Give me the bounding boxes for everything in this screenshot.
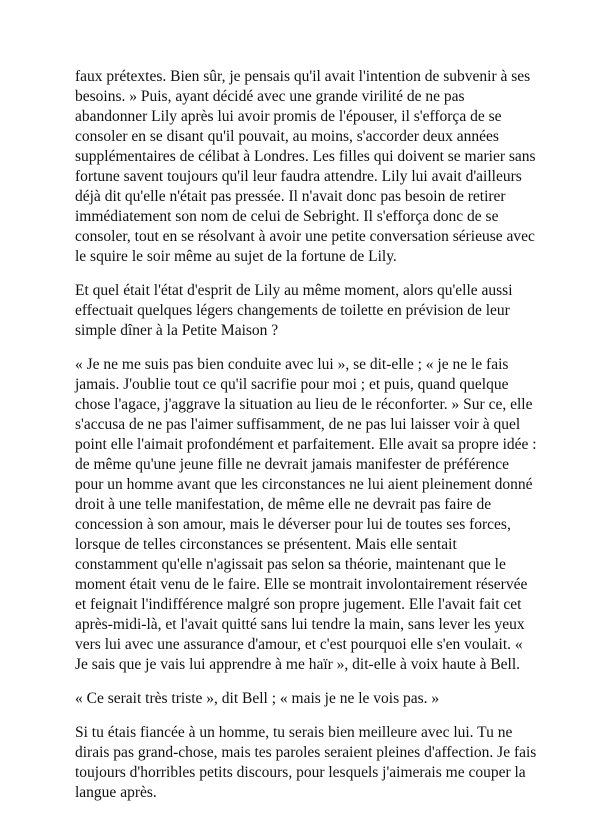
paragraph-1: faux prétextes. Bien sûr, je pensais qu'il avait l'intention de subvenir à ses besoins. » Puis, ayant décidé avec une grande virilité de ne pas abandonner Lily après lui avoir promis de l'épouser, il s'efforça de se consoler en se disant qu'il pouvait, au moins, s'accorder deux années supplémentaires de célibat à Londres. Les filles qui doivent se marier sans fortune savent toujours qu'il leur faudra attendre. Lily lui avait d'ailleurs déjà dit qu'elle n'était pas pressée. Il n'avait donc pas besoin de retirer immédiatement son nom de celui de Sebright. Il s'efforça donc de se consoler, tout en se résolvant à avoir une petite conversation sérieuse avec le squire le soir même au sujet de la fortune de Lily.: [75, 68, 536, 265]
paragraph-3: « Je ne me suis pas bien conduite avec lui », se dit-elle ; « je ne le fais jamais. J'oublie tout ce qu'il sacrifie pour moi ; et puis, quand quelque chose l'agace, j'aggrave la situation au lieu de le réconforter. » Sur ce, elle s'accusa de ne pas l'aimer suffisamment, de ne pas lui laisser voir à quel point elle l'aimait profondément et parfaitement. Elle avait sa propre idée : de même qu'une jeune fille ne devrait jamais manifester de préférence pour un homme avant que les circonstances ne lui aient pleinement donné droit à une telle manifestation, de même elle ne devrait pas faire de concession à son amour, mais le déverser pour lui de toutes ses forces, lorsque de telles circonstances se présentent. Mais elle sentait constamment qu'elle n'agissait pas selon sa théorie, maintenant que le moment était venu de le faire. Elle se montrait involontairement réservée et feignait l'indifférence malgré son propre jugement. Elle l'avait fait cet après-midi-là, et l'avait quitté sans lui tendre la main, sans lever les yeux vers lui avec une assurance d'amour, et c'est pourquoi elle s'en voulait. « Je sais que je vais lui apprendre à me haïr », dit-elle à voix haute à Bell.: [75, 356, 537, 673]
document-page: [75, 67, 537, 817]
paragraph-5: Si tu étais fiancée à un homme, tu serais bien meilleure avec lui. Tu ne dirais pas grand-chose, mais tes paroles seraient pleines d'affection. Je fais toujours d'horribles petits discours, pour lesquels j'aimerais me couper la langue après.: [75, 724, 537, 801]
paragraph-4: « Ce serait très triste », dit Bell ; « mais je ne le vois pas. »: [75, 690, 440, 707]
paragraph-2: Et quel était l'état d'esprit de Lily au même moment, alors qu'elle aussi effectuait quelques légers changements de toilette en prévision de leur simple dîner à la Petite Maison ?: [75, 282, 513, 339]
